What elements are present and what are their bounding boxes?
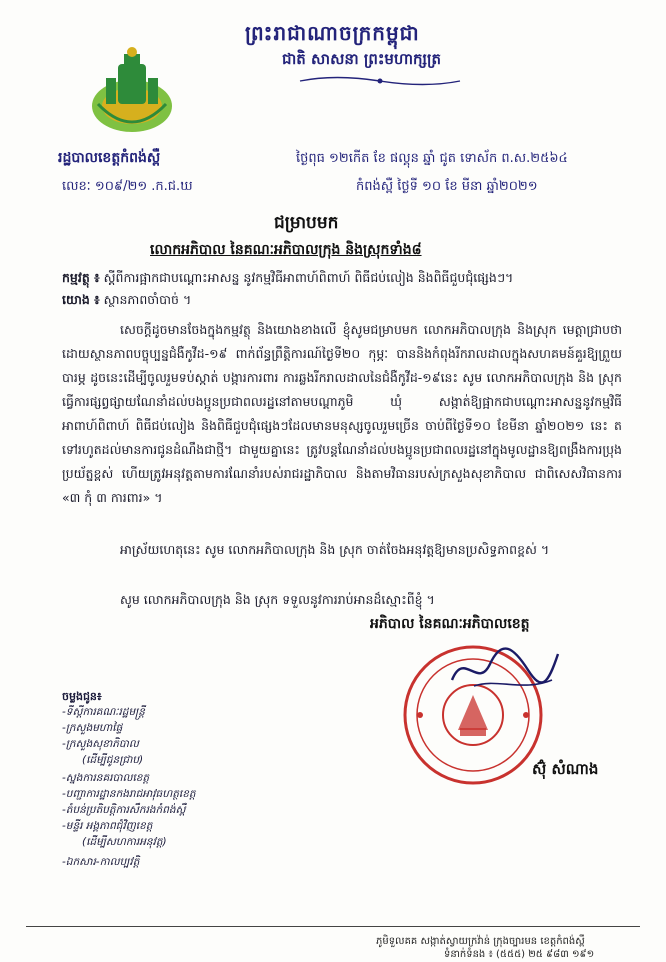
signatory-name: ស៊ុំ សំណាង <box>532 760 599 778</box>
cc-list-note: (ដើម្បីសហការអនុវត្ត) <box>82 836 167 848</box>
body-paragraph-main: សេចក្ដីដូចមានចែងក្នុងកម្មវត្ថុ និងយោងខាងលើ ខ្ញុំសូមជម្រាបមក លោកអភិបាលក្រុង និងស្រុក មេត្តាជ្រាបថា ដោយស្ថានភាពបច្ចុប្បន្នជំងឺកូវីដ-១៩ ពាក់ព័ន្ធព្រឹត្តិការណ៍ថ្ងៃទី២០ កុម្ភៈ បាននិងកំពុងរីករាលដាលក្នុងសហគមន៍គួរឱ្យព្រួយបារម្ភ ដូចនេះដើម្បីចូលរួមទប់ស្កាត់ បង្ការការពារ ការឆ្លងរីករាលដាលនៃជំងឺកូវីដ-១៩នេះ សូម លោកអភិបាលក្រុង និង ស្រុក ធ្វើការផ្សព្វផ្សាយណែនាំដល់បងប្អូនប្រជាពលរដ្ឋនៅតាមបណ្ដាភូមិ ឃុំ សង្កាត់ឱ្យផ្អាកជាបណ្ដោះអាសន្ននូវកម្មវិធីអាពាហ៍ពិពាហ៍ ពិធីជប់លៀង និងពិធីជួបជុំផ្សេងៗដែលមានមនុស្សចូលរួមច្រើន ចាប់ពីថ្ងៃទី១០ ខែមីនា ឆ្នាំ២០២១ នេះ តទៅរហូតដល់មានការជូនដំណឹងជាថ្មី។ ជាមួយគ្នានេះ ត្រូវបន្តណែនាំដល់បងប្អូនប្រជាពលរដ្ឋនៅក្នុងមូលដ្ឋានឱ្យពង្រឹងការប្រុងប្រយ័ត្នខ្ពស់ ហើយត្រូវអនុវត្តតាមការណែនាំរបស់រាជរដ្ឋាភិបាល និងតាមវិធានរបស់ក្រសួងសុខាភិបាល ជាពិសេសវិធានការ «៣ កុំ ៣ ការពារ» ។ <box>62 322 622 505</box>
signatory-title: អភិបាល នៃគណៈអភិបាលខេត្ត <box>370 616 530 632</box>
reference-label: យោង ៖ <box>62 292 100 307</box>
kingdom-title: ព្រះរាជាណាចក្រកម្ពុជា <box>245 21 420 45</box>
reference-line <box>62 290 632 309</box>
cc-list-item: -មន្ទីរ អង្គភាពជុំវិញខេត្ត <box>62 820 153 832</box>
object-label: កម្មវត្ថុ ៖ <box>62 270 100 285</box>
solar-date: កំពង់ស្ពឺ ថ្ងៃទី ១០ ខែ មីនា ឆ្នាំ២០២១ <box>356 179 538 194</box>
ministry-emblem-logo <box>84 44 180 140</box>
cc-list-item: -តំបន់ប្រតិបត្តិការសឹករងកំពង់ស្ពឺ <box>62 804 186 816</box>
footer-divider <box>26 926 640 927</box>
body-paragraph-closing: សូម លោកអភិបាលក្រុង និង ស្រុក ទទួលនូវការរាប់អានដ៏ស្មោះពីខ្ញុំ ។ <box>120 592 435 607</box>
cc-list-item: -ស្នងការនគរបាលខេត្ត <box>62 772 150 784</box>
addressee: លោកអភិបាល នៃគណៈអភិបាលក្រុង និងស្រុកទាំង៨ <box>150 242 422 258</box>
handwritten-signature <box>444 640 564 700</box>
body-paragraph-conclusion: អាស្រ័យហេតុនេះ សូម លោកអភិបាលក្រុង និង ស្រុក ចាត់ចែងអនុវត្តឱ្យមានប្រសិទ្ធភាពខ្ពស់ ។ <box>120 542 550 557</box>
cc-list-note: (ដើម្បីជូនជ្រាប) <box>82 754 144 766</box>
footer-address: ភូមិទួលគគ សង្កាត់ស្វាយក្រវ៉ាន់ ក្រុងច្បារមន ខេត្តកំពង់ស្ពឺ <box>376 936 585 947</box>
cc-list-item: -ក្រសួងសុខាភិបាល <box>62 738 139 750</box>
ornament-divider <box>290 74 470 88</box>
issuing-administration: រដ្ឋបាលខេត្តកំពង់ស្ពឺ <box>58 150 161 166</box>
letter-heading: ជម្រាបមក <box>274 213 339 233</box>
lunar-date: ថ្ងៃពុធ ១២កើត ខែ ផល្គុន ឆ្នាំ ជូត ទោស័ក ព.ស.២៥៦៤ <box>296 151 568 166</box>
cc-list-item: -បញ្ជាការដ្ឋានកងរាជអាវុធហត្ថខេត្ត <box>62 788 196 800</box>
reference-text: ស្ថានភាពចាំបាច់ ។ <box>103 292 192 307</box>
reference-number: លេខៈ ១០៩/២១ .ក.ជ.ឃ <box>62 179 193 194</box>
cc-heading: ចម្លងជូន៖ <box>62 690 102 703</box>
cc-list-item: -ឯកសារ-កាលប្បវត្តិ <box>62 856 140 868</box>
cc-list-item: -ទីស្ដីការគណៈរដ្ឋមន្ត្រី <box>62 706 145 718</box>
cc-list-item: -ក្រសួងមហាផ្ទៃ <box>62 722 123 734</box>
footer-phone: ទំនាក់ទំនង ៖ (៥៥៥) ២៥ ៩៨៣ ១៩១ <box>444 949 595 960</box>
object-line <box>62 268 632 287</box>
object-text: ស្តីពីការផ្អាកជាបណ្ដោះអាសន្ន នូវកម្មវិធីអាពាហ៍ពិពាហ៍ ពិធីជប់លៀង និងពិធីជួបជុំផ្សេងៗ។ <box>103 270 514 285</box>
national-motto: ជាតិ សាសនា ព្រះមហាក្សត្រ <box>282 50 441 68</box>
